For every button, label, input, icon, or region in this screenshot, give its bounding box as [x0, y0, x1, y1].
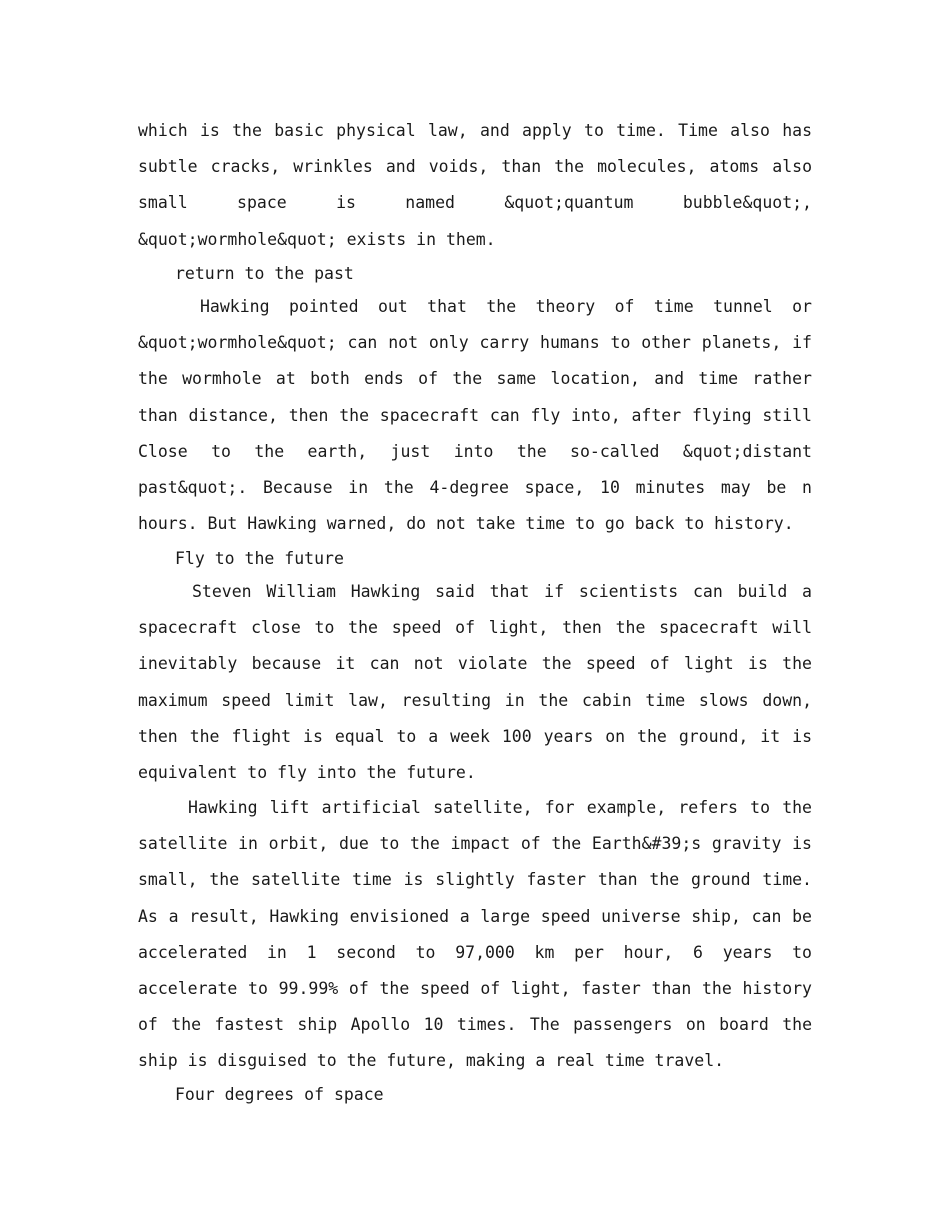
paragraph-return-to-past: Hawking pointed out that the theory of time tunnel or &quot;wormhole&quot; can not only carry humans to other planets, if the wormhole at both ends of the same location, and time rather than distance, then the spacecraft can fly into, after flying still Close to the earth, just into the so-called &quot;distant past&quot;. Because in the 4-degree space, 10 minutes may be n hours. But Hawking warned, do not take time to go back to history. — [138, 297, 812, 534]
paragraph-satellite-example: Hawking lift artificial satellite, for example, refers to the satellite in orbit, due to the impact of the Earth&#39;s gravity is small, the satellite time is slightly faster than the ground time. As a result, Hawking envisioned a large speed universe ship, can be accelerated in 1 second to 97,000 km per hour, 6 years to accelerate to 99.99% of the speed of light, faster than the history of the fastest ship Apollo 10 times. The passengers on board the ship is disguised to the future, making a real time travel. — [138, 798, 812, 1071]
paragraph-fly-to-future: Steven William Hawking said that if scientists can build a spacecraft close to the speed of light, then the spacecraft will inevitably because it can not violate the speed of light is the maximum speed limit law, resulting in the cabin time slows down, then the flight is equal to a week 100 years on the ground, it is equivalent to fly into the future. — [138, 582, 812, 783]
section-heading-return-to-past: return to the past — [175, 264, 354, 283]
section-heading-fly-to-future: Fly to the future — [175, 549, 344, 568]
paragraph-wormhole-intro: which is the basic physical law, and apply to time. Time also has subtle cracks, wrinkles and voids, than the molecules, atoms also small space is named &quot;quantum bubble&quot;, &quot;wormhole&quot; exists in them. — [138, 121, 812, 249]
section-heading-four-degrees-space: Four degrees of space — [175, 1085, 384, 1104]
